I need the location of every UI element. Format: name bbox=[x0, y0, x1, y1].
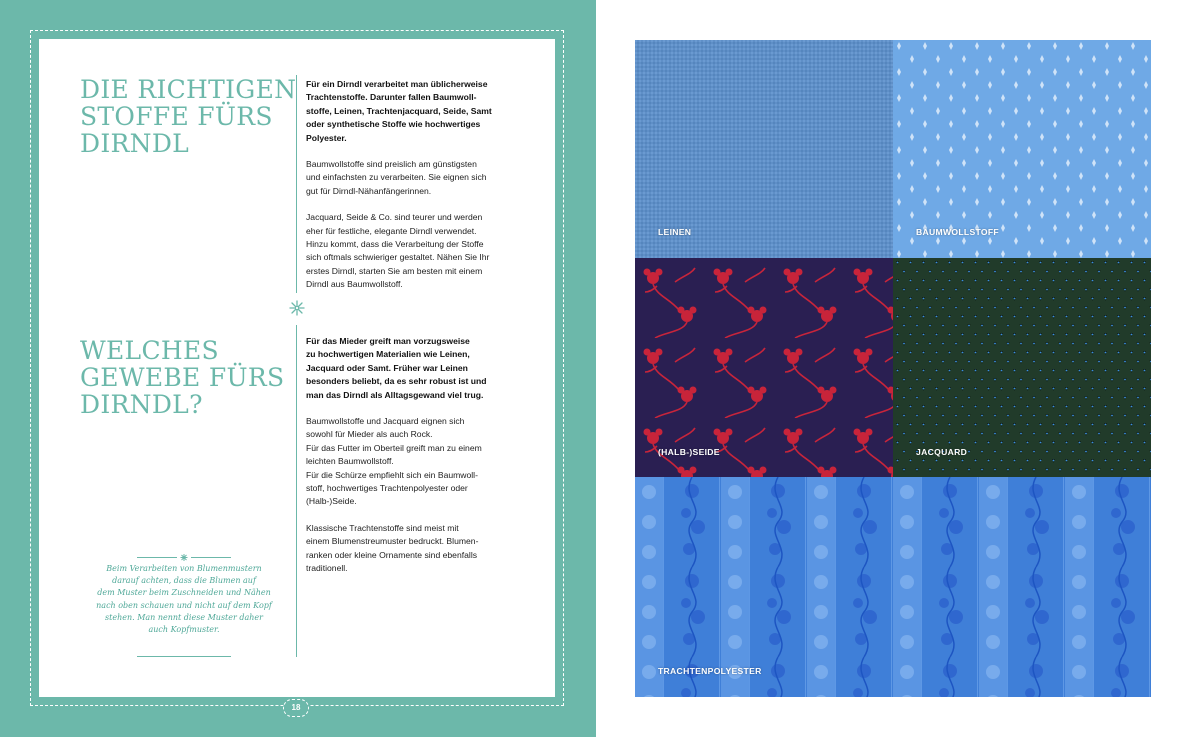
swatch-label-trachtenpolyester: TRACHTENPOLYESTER bbox=[658, 666, 762, 676]
section-gewebe-text bbox=[306, 335, 518, 589]
body-paragraph: Jacquard, Seide & Co. sind teurer und werden eher für festliche, elegante Dirndl verwendet. Hinzu kommt, dass die Verarbeitung der Stoffe sich oftmals schwieriger gestaltet. Nähen Sie Ihr erstes Dirndl, starten Sie am besten mit einem Dirndl aus Baumwollstoff. bbox=[306, 212, 490, 290]
page-number: 18 bbox=[283, 699, 309, 717]
section-stoffe-text bbox=[306, 78, 518, 305]
swatch-label-halbseide: (HALB-)SEIDE bbox=[658, 447, 720, 457]
vertical-rule bbox=[296, 325, 297, 657]
asterisk-ornament-icon bbox=[289, 300, 305, 316]
swatch-label-leinen: LEINEN bbox=[658, 227, 692, 237]
tip-note: Beim Verarbeiten von Blumenmustern darauf achten, dass die Blumen auf dem Muster beim Zuschneiden und Nähen nach oben schauen und nicht auf dem Kopf stehen. Man nennt diese Muster daher auch Kopfmuster. bbox=[96, 564, 272, 635]
swatch-leinen bbox=[635, 40, 893, 258]
vertical-rule bbox=[296, 75, 297, 293]
lead-paragraph: Für ein Dirndl verarbeitet man üblicherweise Trachtenstoffe. Darunter fallen Baumwoll- stoffe, Leinen, Trachtenjacquard, Seide, Samt oder synthetische Stoffe wie hochwertiges Polyester. bbox=[306, 79, 492, 143]
swatch-baumwollstoff bbox=[893, 40, 1151, 258]
body-paragraph: Baumwollstoffe und Jacquard eignen sich sowohl für Mieder als auch Rock. Für das Futter im Oberteil greift man zu einem leichten Baumwollstoff. Für die Schürze empfiehlt sich ein Baumwoll- stoff, hochwertiges Trachtenpolyester oder (Halb-)Seide. bbox=[306, 416, 482, 507]
swatch-halbseide bbox=[635, 258, 893, 477]
swatch-trachtenpolyester bbox=[635, 477, 1151, 697]
swatch-jacquard bbox=[893, 258, 1151, 477]
tip-ornament-rule bbox=[137, 548, 231, 555]
heading-stoffe: DIE RICHTIGEN STOFFE FÜRS DIRNDL bbox=[80, 75, 297, 158]
swatch-label-jacquard: JACQUARD bbox=[916, 447, 968, 457]
heading-gewebe: WELCHES GEWEBE FÜRS DIRNDL? bbox=[80, 336, 285, 419]
tip-bottom-rule bbox=[137, 656, 231, 657]
lead-paragraph: Für das Mieder greift man vorzugsweise zu hochwertigen Materialien wie Leinen, Jacquard oder Samt. Früher war Leinen besonders beliebt, da es sehr robust ist und man das Dirndl als Alltagsgewand viel trug. bbox=[306, 336, 487, 400]
asterisk-ornament-icon bbox=[181, 554, 188, 561]
body-paragraph: Baumwollstoffe sind preislich am günstigsten und einfachsten zu verarbeiten. Sie eignen sich gut für Dirndl-Nähanfängerinnen. bbox=[306, 159, 487, 196]
body-paragraph: Klassische Trachtenstoffe sind meist mit einem Blumenstreumuster bedruckt. Blumen- ranken oder kleine Ornamente sind ebenfalls traditionell. bbox=[306, 522, 479, 574]
swatch-label-baumwollstoff: BAUMWOLLSTOFF bbox=[916, 227, 999, 237]
